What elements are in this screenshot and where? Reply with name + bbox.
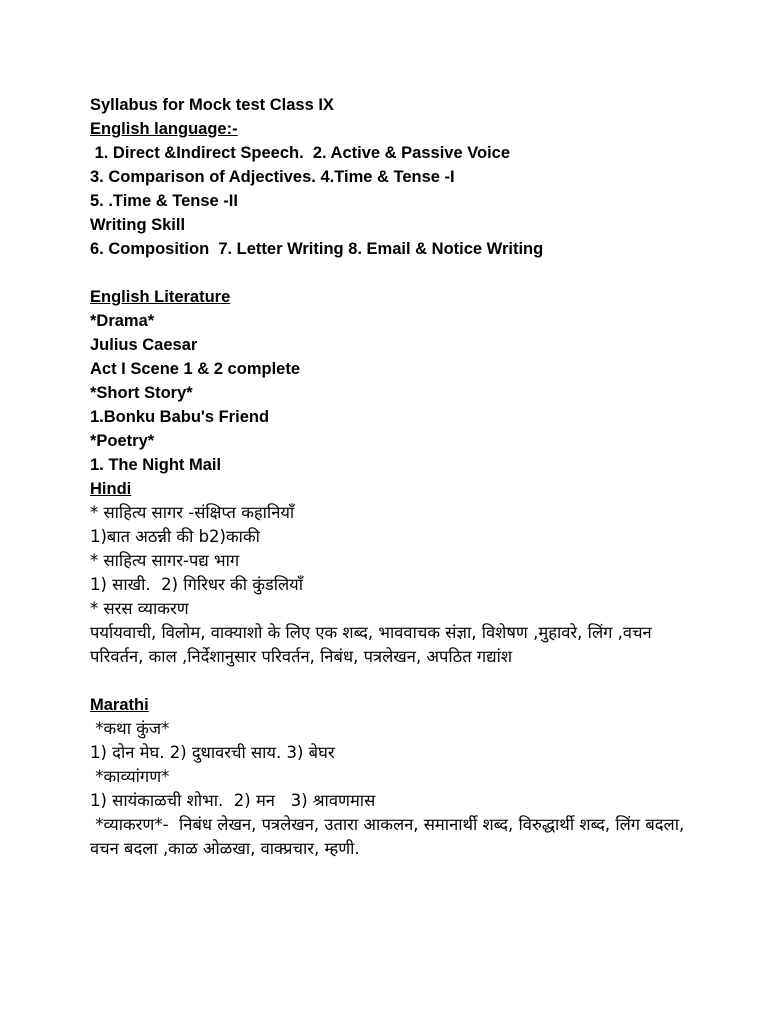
literature-line: *Poetry* xyxy=(90,432,155,450)
literature-line: 1.Bonku Babu's Friend xyxy=(90,408,270,426)
english-language-line: 3. Comparison of Adjectives. 4.Time & Tense -I xyxy=(90,168,455,186)
marathi-line: 1) सायंकाळची शोभा. 2) मन 3) श्रावणमास xyxy=(90,791,376,810)
hindi-line: * साहित्य सागर -संक्षिप्त कहानियाँ xyxy=(90,503,295,522)
hindi-heading: Hindi xyxy=(90,480,132,498)
hindi-grammar-paragraph: पर्यायवाची, विलोम, वाक्याशो के लिए एक शब्द, भाववाचक संज्ञा, विशेषण ,मुहावरे, लिंग ,वचन परिवर्तन, काल ,निर्देशानुसार परिवर्तन, निबंध, पत्रलेखन, अपठित गद्यांश xyxy=(90,623,652,666)
section-spacer xyxy=(90,261,690,285)
hindi-line: * सरस व्याकरण xyxy=(90,599,189,618)
hindi-line: 1) साखी. 2) गिरिधर की कुंडलियाँ xyxy=(90,575,304,594)
english-literature-heading: English Literature xyxy=(90,288,231,306)
literature-line: Act I Scene 1 & 2 complete xyxy=(90,360,300,378)
hindi-line: * साहित्य सागर-पद्य भाग xyxy=(90,551,240,570)
marathi-line: *कथा कुंज* xyxy=(90,719,170,738)
marathi-grammar-paragraph: *व्याकरण*- निबंध लेखन, पत्रलेखन, उतारा आकलन, समानार्थी शब्द, विरुद्धार्थी शब्द, लिंग बदला, वचन बदला ,काळ ओळखा, वाक्प्रचार, म्हणी. xyxy=(90,815,690,858)
english-language-line: 1. Direct &Indirect Speech. 2. Active & Passive Voice xyxy=(90,144,511,162)
writing-skill-line: 6. Composition 7. Letter Writing 8. Email & Notice Writing xyxy=(90,240,544,258)
syllabus-content xyxy=(90,93,690,861)
document-title: Syllabus for Mock test Class IX xyxy=(90,96,334,114)
hindi-line: 1)बात अठन्नी की b2)काकी xyxy=(90,527,260,546)
literature-line: *Short Story* xyxy=(90,384,193,402)
writing-skill-heading: Writing Skill xyxy=(90,216,186,234)
literature-line: 1. The Night Mail xyxy=(90,456,222,474)
marathi-line: 1) दोन मेघ. 2) दुधावरची साय. 3) बेघर xyxy=(90,743,335,762)
marathi-line: *काव्यांगण* xyxy=(90,767,170,786)
marathi-heading: Marathi xyxy=(90,696,149,714)
english-language-line: 5. .Time & Tense -II xyxy=(90,192,238,210)
english-language-heading: English language:- xyxy=(90,120,238,138)
literature-line: Julius Caesar xyxy=(90,336,198,354)
literature-line: *Drama* xyxy=(90,312,155,330)
section-spacer xyxy=(90,669,690,693)
